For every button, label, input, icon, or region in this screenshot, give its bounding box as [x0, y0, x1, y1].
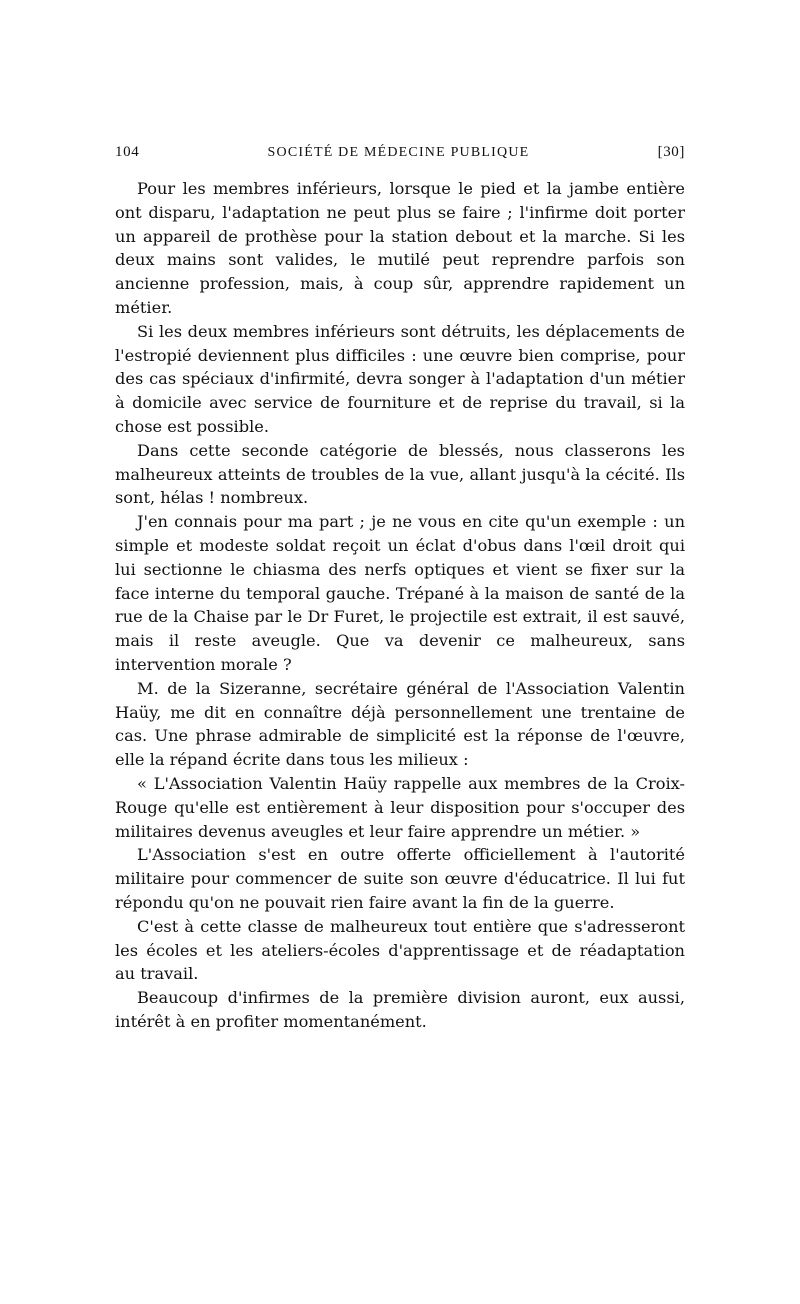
paragraph: Pour les membres inférieurs, lorsque le pied et la jambe entière ont disparu, l'adaptation ne peut plus se faire ; l'infirme doit porter un appareil de prothèse pour la station debout et la marche. Si les deux mains sont valides, le mutilé peut reprendre parfois son ancienne profession, mais, à coup sûr, apprendre rapidement un métier. [115, 179, 685, 317]
paragraph: C'est à cette classe de malheureux tout entière que s'adresseront les écoles et les ateliers-écoles d'apprentissage et de réadaptation au travail. [115, 916, 685, 984]
page-number: 104 [115, 144, 140, 160]
paragraph: Beaucoup d'infirmes de la première division auront, eux aussi, intérêt à en profiter momentanément. [115, 988, 685, 1031]
running-header [115, 144, 685, 161]
page-reference: [30] [657, 144, 685, 160]
paragraph: Si les deux membres inférieurs sont détruits, les déplacements de l'estropié deviennent plus difficiles : une œuvre bien comprise, pour des cas spéciaux d'infirmité, devra songer à l'adaptation d'un métier à domicile avec service de fourniture et de reprise du travail, si la chose est possible. [115, 321, 685, 436]
paragraph: M. de la Sizeranne, secrétaire général de l'Association Valentin Haüy, me dit en connaître déjà personnellement une trentaine de cas. Une phrase admirable de simplicité est la réponse de l'œuvre, elle la répand écrite dans tous les milieux : [115, 678, 685, 770]
paragraph: J'en connais pour ma part ; je ne vous en cite qu'un exemple : un simple et modeste soldat reçoit un éclat d'obus dans l'œil droit qui lui sectionne le chiasma des nerfs optiques et vient se fixer sur la face interne du temporal gauche. Trépané à la maison de santé de la rue de la Chaise par le Dr Furet, le projectile est extrait, il est sauvé, mais il reste aveugle. Que va devenir ce malheureux, sans intervention morale ? [115, 512, 685, 674]
quotation-paragraph: « L'Association Valentin Haüy rappelle aux membres de la Croix-Rouge qu'elle est entièrement à leur disposition pour s'occuper des militaires devenus aveugles et leur faire apprendre un métier. » [115, 773, 685, 841]
book-page [115, 144, 685, 1034]
running-title: SOCIÉTÉ DE MÉDECINE PUBLIQUE [267, 145, 530, 160]
paragraph: Dans cette seconde catégorie de blessés, nous classerons les malheureux atteints de troubles de la vue, allant jusqu'à la cécité. Ils sont, hélas ! nombreux. [115, 440, 685, 508]
body-text [115, 177, 685, 1034]
paragraph: L'Association s'est en outre offerte officiellement à l'autorité militaire pour commencer de suite son œuvre d'éducatrice. Il lui fut répondu qu'on ne pouvait rien faire avant la fin de la guerre. [115, 845, 685, 912]
